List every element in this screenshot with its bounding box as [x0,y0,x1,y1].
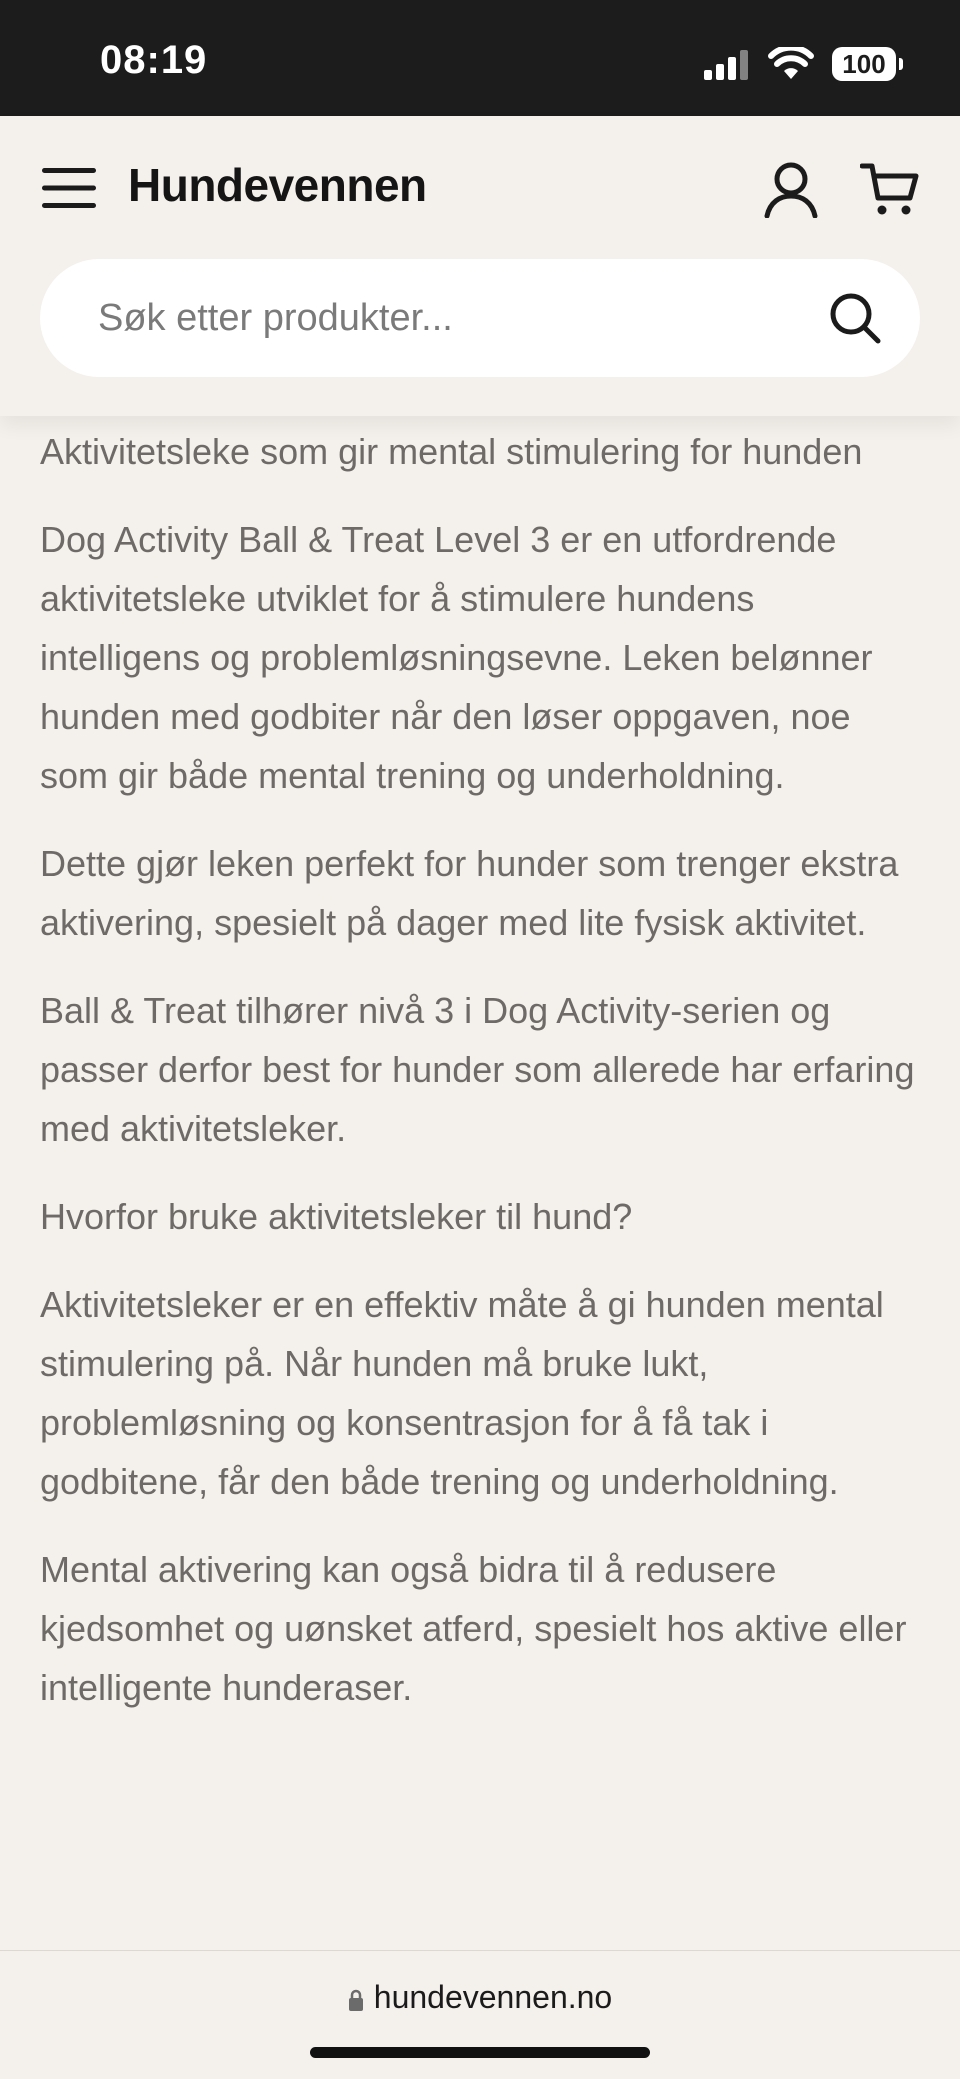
cart-icon[interactable] [860,160,920,218]
url-text: hundevennen.no [373,1979,613,2015]
lock-icon [348,1988,364,2012]
account-icon[interactable] [762,160,820,218]
wifi-icon [768,47,814,81]
brand-logo[interactable]: Hundevennen [128,159,427,211]
description-subheading: Hvorfor bruke aktivitetsleker til hund? [40,1196,633,1237]
site-header [0,116,960,416]
address-bar[interactable] [0,1979,960,2016]
description-paragraph: Aktivitetsleker er en effektiv måte å gi hunden mental stimulering på. Når hunden må bruke lukt, problemløsning og konsentrasjon for å få tak i godbitene, får den både trening og underholdning. [40,1284,884,1502]
signal-icon [702,48,750,80]
search-input[interactable] [98,287,798,349]
product-description [40,422,920,1746]
browser-bottom-bar [0,1950,960,2079]
search-icon[interactable] [828,291,882,345]
menu-icon[interactable] [42,166,96,210]
description-paragraph: Dette gjør leken perfekt for hunder som trenger ekstra aktivering, spesielt på dager med lite fysisk aktivitet. [40,843,899,943]
description-paragraph: Ball & Treat tilhører nivå 3 i Dog Activity-serien og passer derfor best for hunder som allerede har erfaring med aktivitetsleker. [40,990,915,1149]
battery-indicator: 100 [832,47,896,81]
home-indicator[interactable] [310,2047,650,2058]
description-paragraph: Dog Activity Ball & Treat Level 3 er en utfordrende aktivitetsleke utviklet for å stimulere hundens intelligens og problemløsningsevne. Leken belønner hunden med godbiter når den løser oppgaven, noe som gir både mental trening og underholdning. [40,519,873,796]
description-paragraph: Mental aktivering kan også bidra til å redusere kjedsomhet og uønsket atferd, spesielt hos aktive eller intelligente hunderaser. [40,1549,907,1708]
status-time: 08:19 [100,38,208,82]
search-bar[interactable] [40,259,920,377]
status-bar [0,0,960,116]
description-heading: Aktivitetsleke som gir mental stimulering for hunden [40,431,863,472]
status-icons [702,44,896,84]
